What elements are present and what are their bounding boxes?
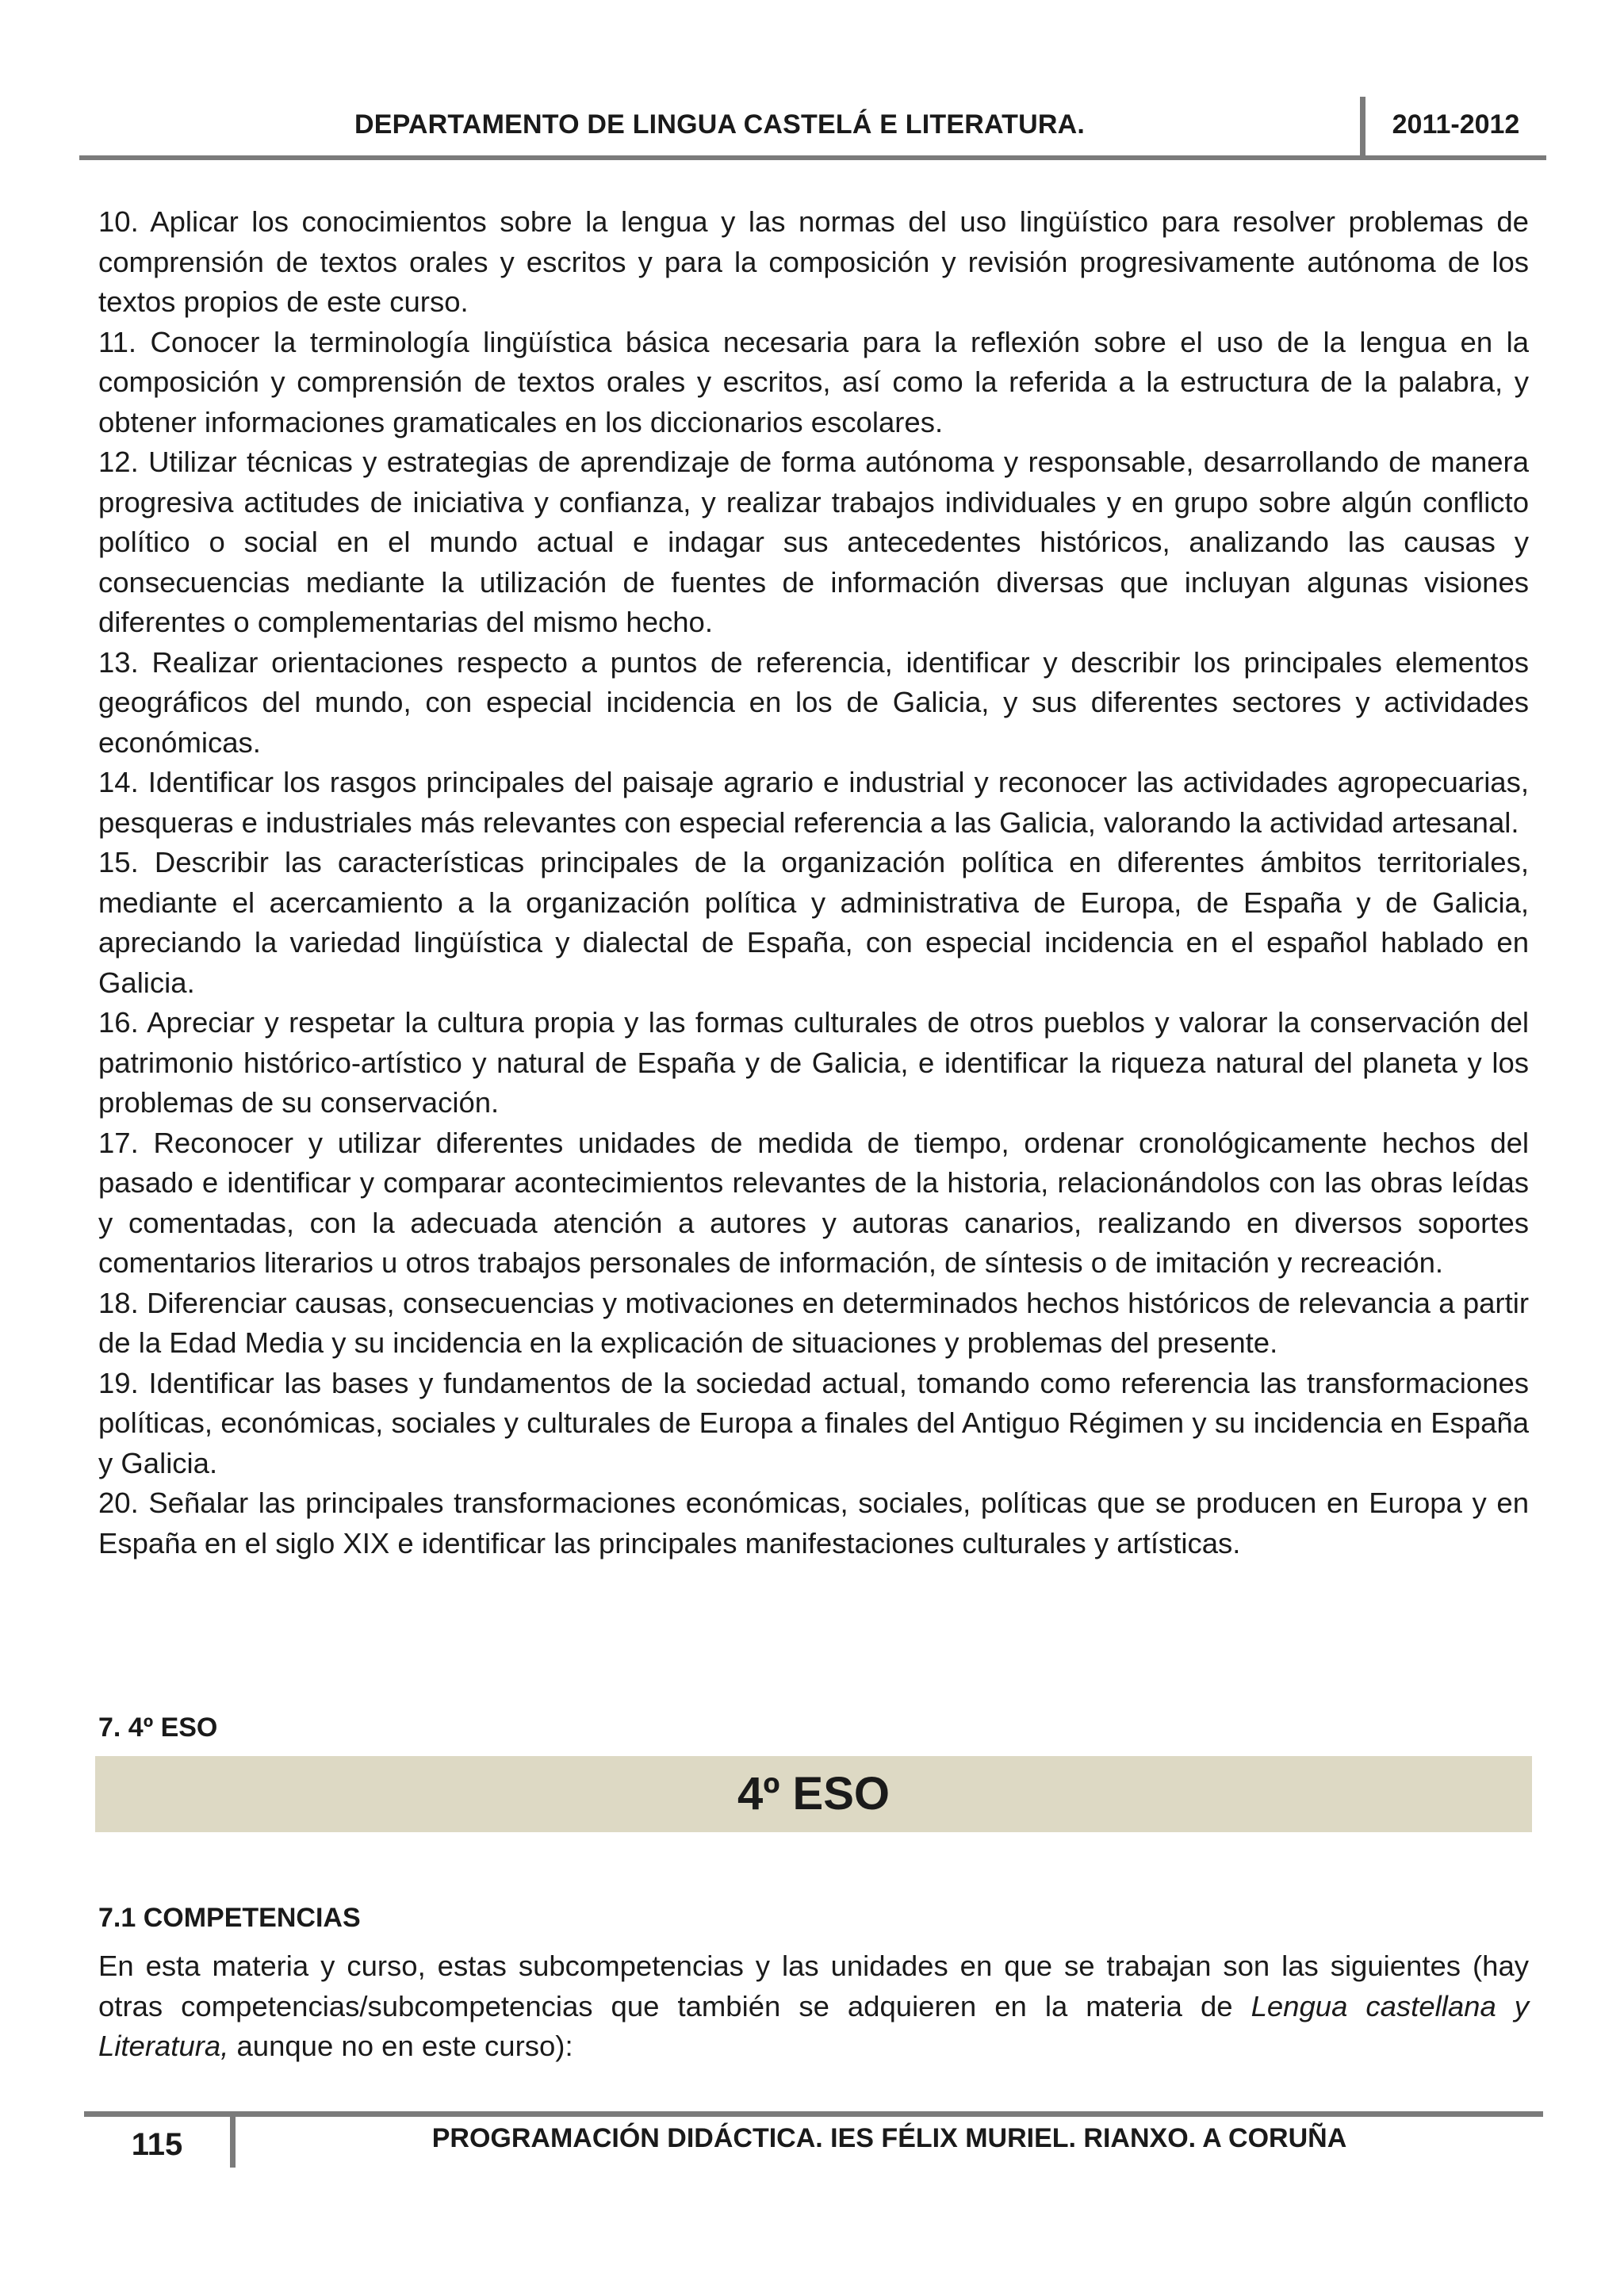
page-header: [79, 89, 1546, 159]
intro-italic: Lengua castellana y Literatura,: [98, 1989, 1529, 2062]
objective-12: 12. Utilizar técnicas y estrategias de aprendizaje de forma autónoma y responsable, desarrollando de manera progresiva actitudes de iniciativa y confianza, y realizar trabajos individuales y en grupo sobre algún conflicto político o social en el mundo actual e indagar sus antecedentes históricos, analizando las causas y consecuencias mediante la utilización de fuentes de información diversas que incluyan algunas visiones diferentes o complementarias del mismo hecho.: [98, 446, 1529, 638]
course-banner: 4º ESO: [95, 1756, 1532, 1832]
objective-16: 16. Apreciar y respetar la cultura propia y las formas culturales de otros pueblos y valorar la conservación del patrimonio histórico-artístico y natural de España y de Galicia, e identificar la riqueza natural del planeta y los problemas de su conservación.: [98, 1006, 1529, 1119]
objective-20: 20. Señalar las principales transformaciones económicas, sociales, políticas que se producen en Europa y en España en el siglo XIX e identificar las principales manifestaciones culturales y artísticas.: [98, 1487, 1529, 1559]
objective-19: 19. Identificar las bases y fundamentos de la sociedad actual, tomando como referencia las transformaciones políticas, económicas, sociales y culturales de Europa a finales del Antiguo Régimen y su incidencia en España y Galicia.: [98, 1366, 1529, 1479]
footer-rule: [84, 2111, 1543, 2117]
intro-part2: aunque no en este curso):: [228, 2030, 573, 2062]
objective-18: 18. Diferenciar causas, consecuencias y motivaciones en determinados hechos históricos de relevancia a partir de la Edad Media y su incidencia en la explicación de situaciones y problemas del presente.: [98, 1286, 1529, 1359]
objective-14: 14. Identificar los rasgos principales del paisaje agrario e industrial y reconocer las actividades agropecuarias, pesqueras e industriales más relevantes con especial referencia a las Galicia, valorando la actividad artesanal.: [98, 766, 1529, 839]
objective-11: 11. Conocer la terminología lingüística básica necesaria para la reflexión sobre el uso de la lengua en la composición y comprensión de textos orales y escritos, así como la referida a la estructura de la palabra, y obtener informaciones gramaticales en los diccionarios escolares.: [98, 325, 1529, 438]
objective-17: 17. Reconocer y utilizar diferentes unidades de medida de tiempo, ordenar cronológicamente hechos del pasado e identificar y comparar acontecimientos relevantes de la historia, relacionándolos con las obras leídas y comentadas, con la adecuada atención a autores y autoras canarios, realizando en diversos soportes comentarios literarios u otros trabajos personales de información, de síntesis o de imitación y recreación.: [98, 1126, 1529, 1279]
page-number: 115: [131, 2127, 183, 2162]
competencias-heading: 7.1 COMPETENCIAS: [98, 1903, 361, 1933]
header-department: DEPARTAMENTO DE LINGUA CASTELÁ E LITERATURA.: [354, 109, 1086, 140]
header-rule: [79, 155, 1546, 160]
footer-divider: [230, 2117, 236, 2168]
objective-10: 10. Aplicar los conocimientos sobre la lengua y las normas del uso lingüístico para resolver problemas de comprensión de textos orales y escritos y para la composición y revisión progresivamente autónoma de los textos propios de este curso.: [98, 205, 1529, 318]
intro-part1: En esta materia y curso, estas subcompetencias y las unidades en que se trabajan son las siguientes (hay otras competencias/subcompetencias que también se adquieren en la materia de: [98, 1950, 1529, 2022]
objectives-list: [98, 202, 1529, 1563]
objective-15: 15. Describir las características principales de la organización política en diferentes ámbitos territoriales, mediante el acercamiento a la organización política y administrativa de Europa, de España y de Galicia, apreciando la variedad lingüística y dialectal de España, con especial incidencia en el español hablado en Galicia.: [98, 846, 1529, 999]
header-divider: [1360, 97, 1365, 159]
section-heading: 7. 4º ESO: [98, 1712, 218, 1743]
header-year: 2011-2012: [1392, 109, 1520, 140]
competencias-intro: [98, 1946, 1529, 2067]
objective-13: 13. Realizar orientaciones respecto a puntos de referencia, identificar y describir los principales elementos geográficos del mundo, con especial incidencia en los de Galicia, y sus diferentes sectores y actividades económicas.: [98, 645, 1529, 759]
footer-title: PROGRAMACIÓN DIDÁCTICA. IES FÉLIX MURIEL. RIANXO. A CORUÑA: [431, 2123, 1347, 2153]
intro-paragraph: [98, 1946, 1529, 2067]
